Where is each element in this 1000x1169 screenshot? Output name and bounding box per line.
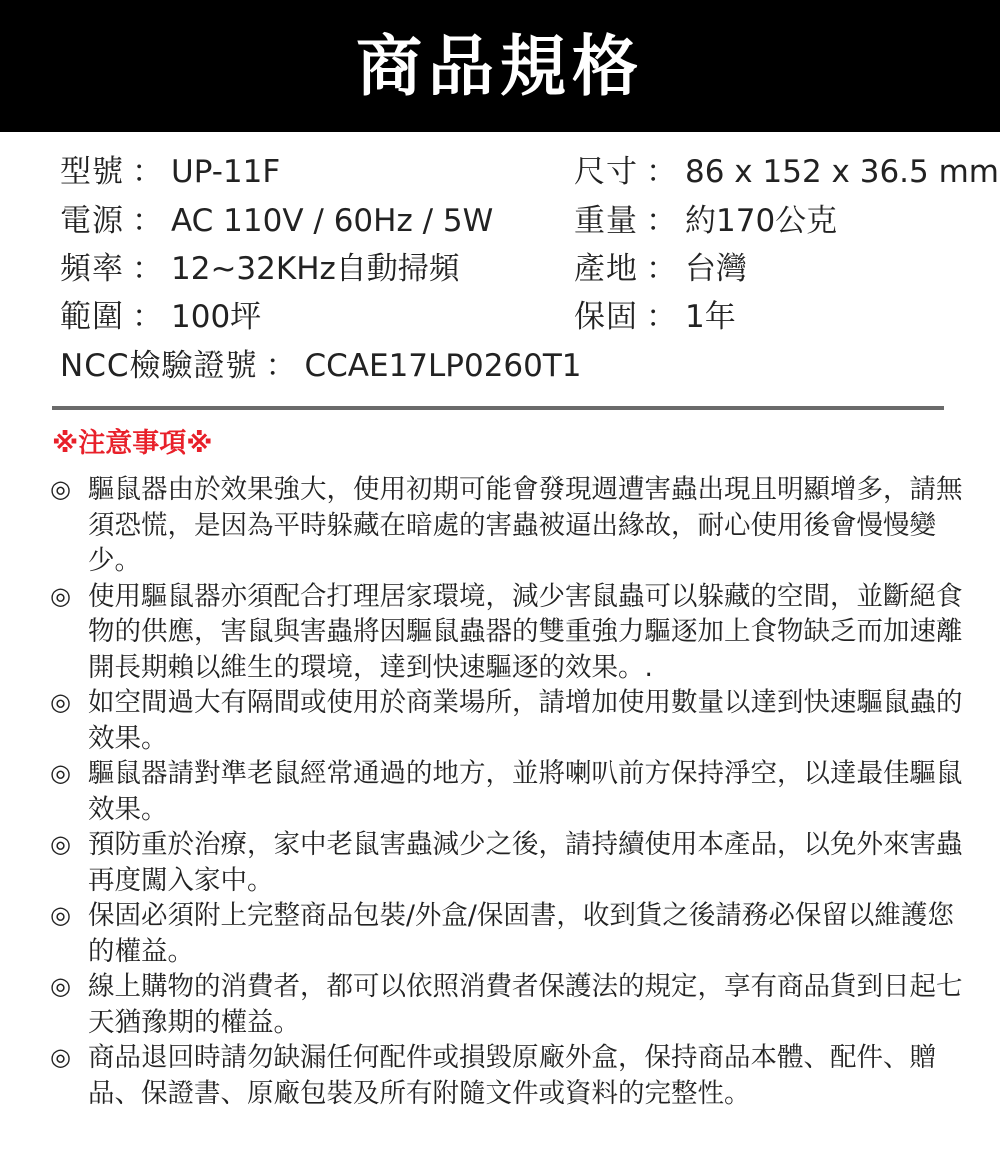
spec-value: 1年 xyxy=(685,299,736,335)
notice-item xyxy=(50,472,965,579)
spec-label: 產地 xyxy=(574,251,638,287)
spec-warranty xyxy=(574,297,736,337)
spec-label: 範圍 xyxy=(60,299,124,335)
notice-text: 驅鼠器由於效果強大，使用初期可能會發現週遭害蟲出現且明顯增多，請無須恐慌，是因為平時躲藏在暗處的害蟲被逼出緣故，耐心使用後會慢慢變少。 xyxy=(88,474,963,576)
notice-text: 保固必須附上完整商品包裝/外盒/保固書，收到貨之後請務必保留以維護您的權益。 xyxy=(88,900,954,967)
spec-frequency xyxy=(60,249,460,289)
spec-value: AC 110V / 60Hz / 5W xyxy=(171,203,494,239)
spec-value: UP-11F xyxy=(171,154,281,190)
spec-separator: ： xyxy=(132,154,163,190)
spec-power xyxy=(60,201,493,241)
notice-item xyxy=(50,898,965,969)
notice-list xyxy=(50,472,965,1111)
spec-label: 重量 xyxy=(574,203,638,239)
spec-separator: ： xyxy=(132,251,163,287)
spec-label: 電源 xyxy=(60,203,124,239)
notice-text: 使用驅鼠器亦須配合打理居家環境，減少害鼠蟲可以躲藏的空間，並斷絕食物的供應，害鼠與害蟲將因驅鼠蟲器的雙重強力驅逐加上食物缺乏而加速離開長期賴以維生的環境，達到快速驅逐的效果。. xyxy=(88,580,963,683)
spec-dimensions xyxy=(574,152,999,192)
spec-separator: ： xyxy=(132,203,163,239)
spec-separator: ： xyxy=(646,251,677,287)
double-circle-icon: ◎ xyxy=(50,759,71,787)
spec-value: 約170公克 xyxy=(685,203,838,239)
notice-text: 驅鼠器請對準老鼠經常通過的地方，並將喇叭前方保持淨空，以達最佳驅鼠效果。 xyxy=(88,758,963,825)
spec-origin xyxy=(574,249,747,289)
page-title: 商品規格 xyxy=(356,27,644,105)
notice-text: 預防重於治療，家中老鼠害蟲減少之後，請持續使用本產品，以免外來害蟲再度闖入家中。 xyxy=(88,829,963,896)
spec-separator: ： xyxy=(646,299,677,335)
spec-separator: ： xyxy=(132,299,163,335)
double-circle-icon: ◎ xyxy=(50,972,71,1000)
spec-label: 型號 xyxy=(60,154,124,190)
notice-item xyxy=(50,827,965,898)
notice-text: 如空間過大有隔間或使用於商業場所，請增加使用數量以達到快速驅鼠蟲的效果。 xyxy=(88,687,963,754)
spec-separator: ： xyxy=(646,203,677,239)
spec-model xyxy=(60,152,280,192)
double-circle-icon: ◎ xyxy=(50,830,71,858)
notice-heading: ※注意事項※ xyxy=(52,428,213,459)
spec-value: 台灣 xyxy=(685,251,747,287)
spec-label: 保固 xyxy=(574,299,638,335)
notice-item xyxy=(50,1040,965,1111)
spec-weight xyxy=(574,201,837,241)
double-circle-icon: ◎ xyxy=(50,688,71,716)
spec-ncc xyxy=(60,346,582,386)
double-circle-icon: ◎ xyxy=(50,581,71,610)
section-divider xyxy=(52,406,944,410)
spec-label: NCC檢驗證號 xyxy=(60,348,258,384)
double-circle-icon: ◎ xyxy=(50,1043,71,1071)
spec-value: CCAE17LP0260T1 xyxy=(304,348,582,384)
spec-separator: ： xyxy=(646,154,677,190)
spec-value: 86 x 152 x 36.5 mm xyxy=(685,154,999,190)
notice-text: 商品退回時請勿缺漏任何配件或損毀原廠外盒，保持商品本體、配件、贈品、保證書、原廠包裝及所有附隨文件或資料的完整性。 xyxy=(88,1042,936,1109)
spec-value: 100坪 xyxy=(171,299,262,335)
spec-range xyxy=(60,297,261,337)
notice-item xyxy=(50,579,965,686)
spec-label: 頻率 xyxy=(60,251,124,287)
double-circle-icon: ◎ xyxy=(50,475,71,503)
header-banner xyxy=(0,0,1000,132)
notice-text: 線上購物的消費者，都可以依照消費者保護法的規定，享有商品貨到日起七天猶豫期的權益。 xyxy=(88,971,963,1038)
notice-item xyxy=(50,685,965,756)
notice-item xyxy=(50,969,965,1040)
double-circle-icon: ◎ xyxy=(50,901,71,929)
spec-label: 尺寸 xyxy=(574,154,638,190)
notice-item xyxy=(50,756,965,827)
spec-separator: ： xyxy=(265,348,297,384)
spec-value: 12~32KHz自動掃頻 xyxy=(171,251,460,287)
